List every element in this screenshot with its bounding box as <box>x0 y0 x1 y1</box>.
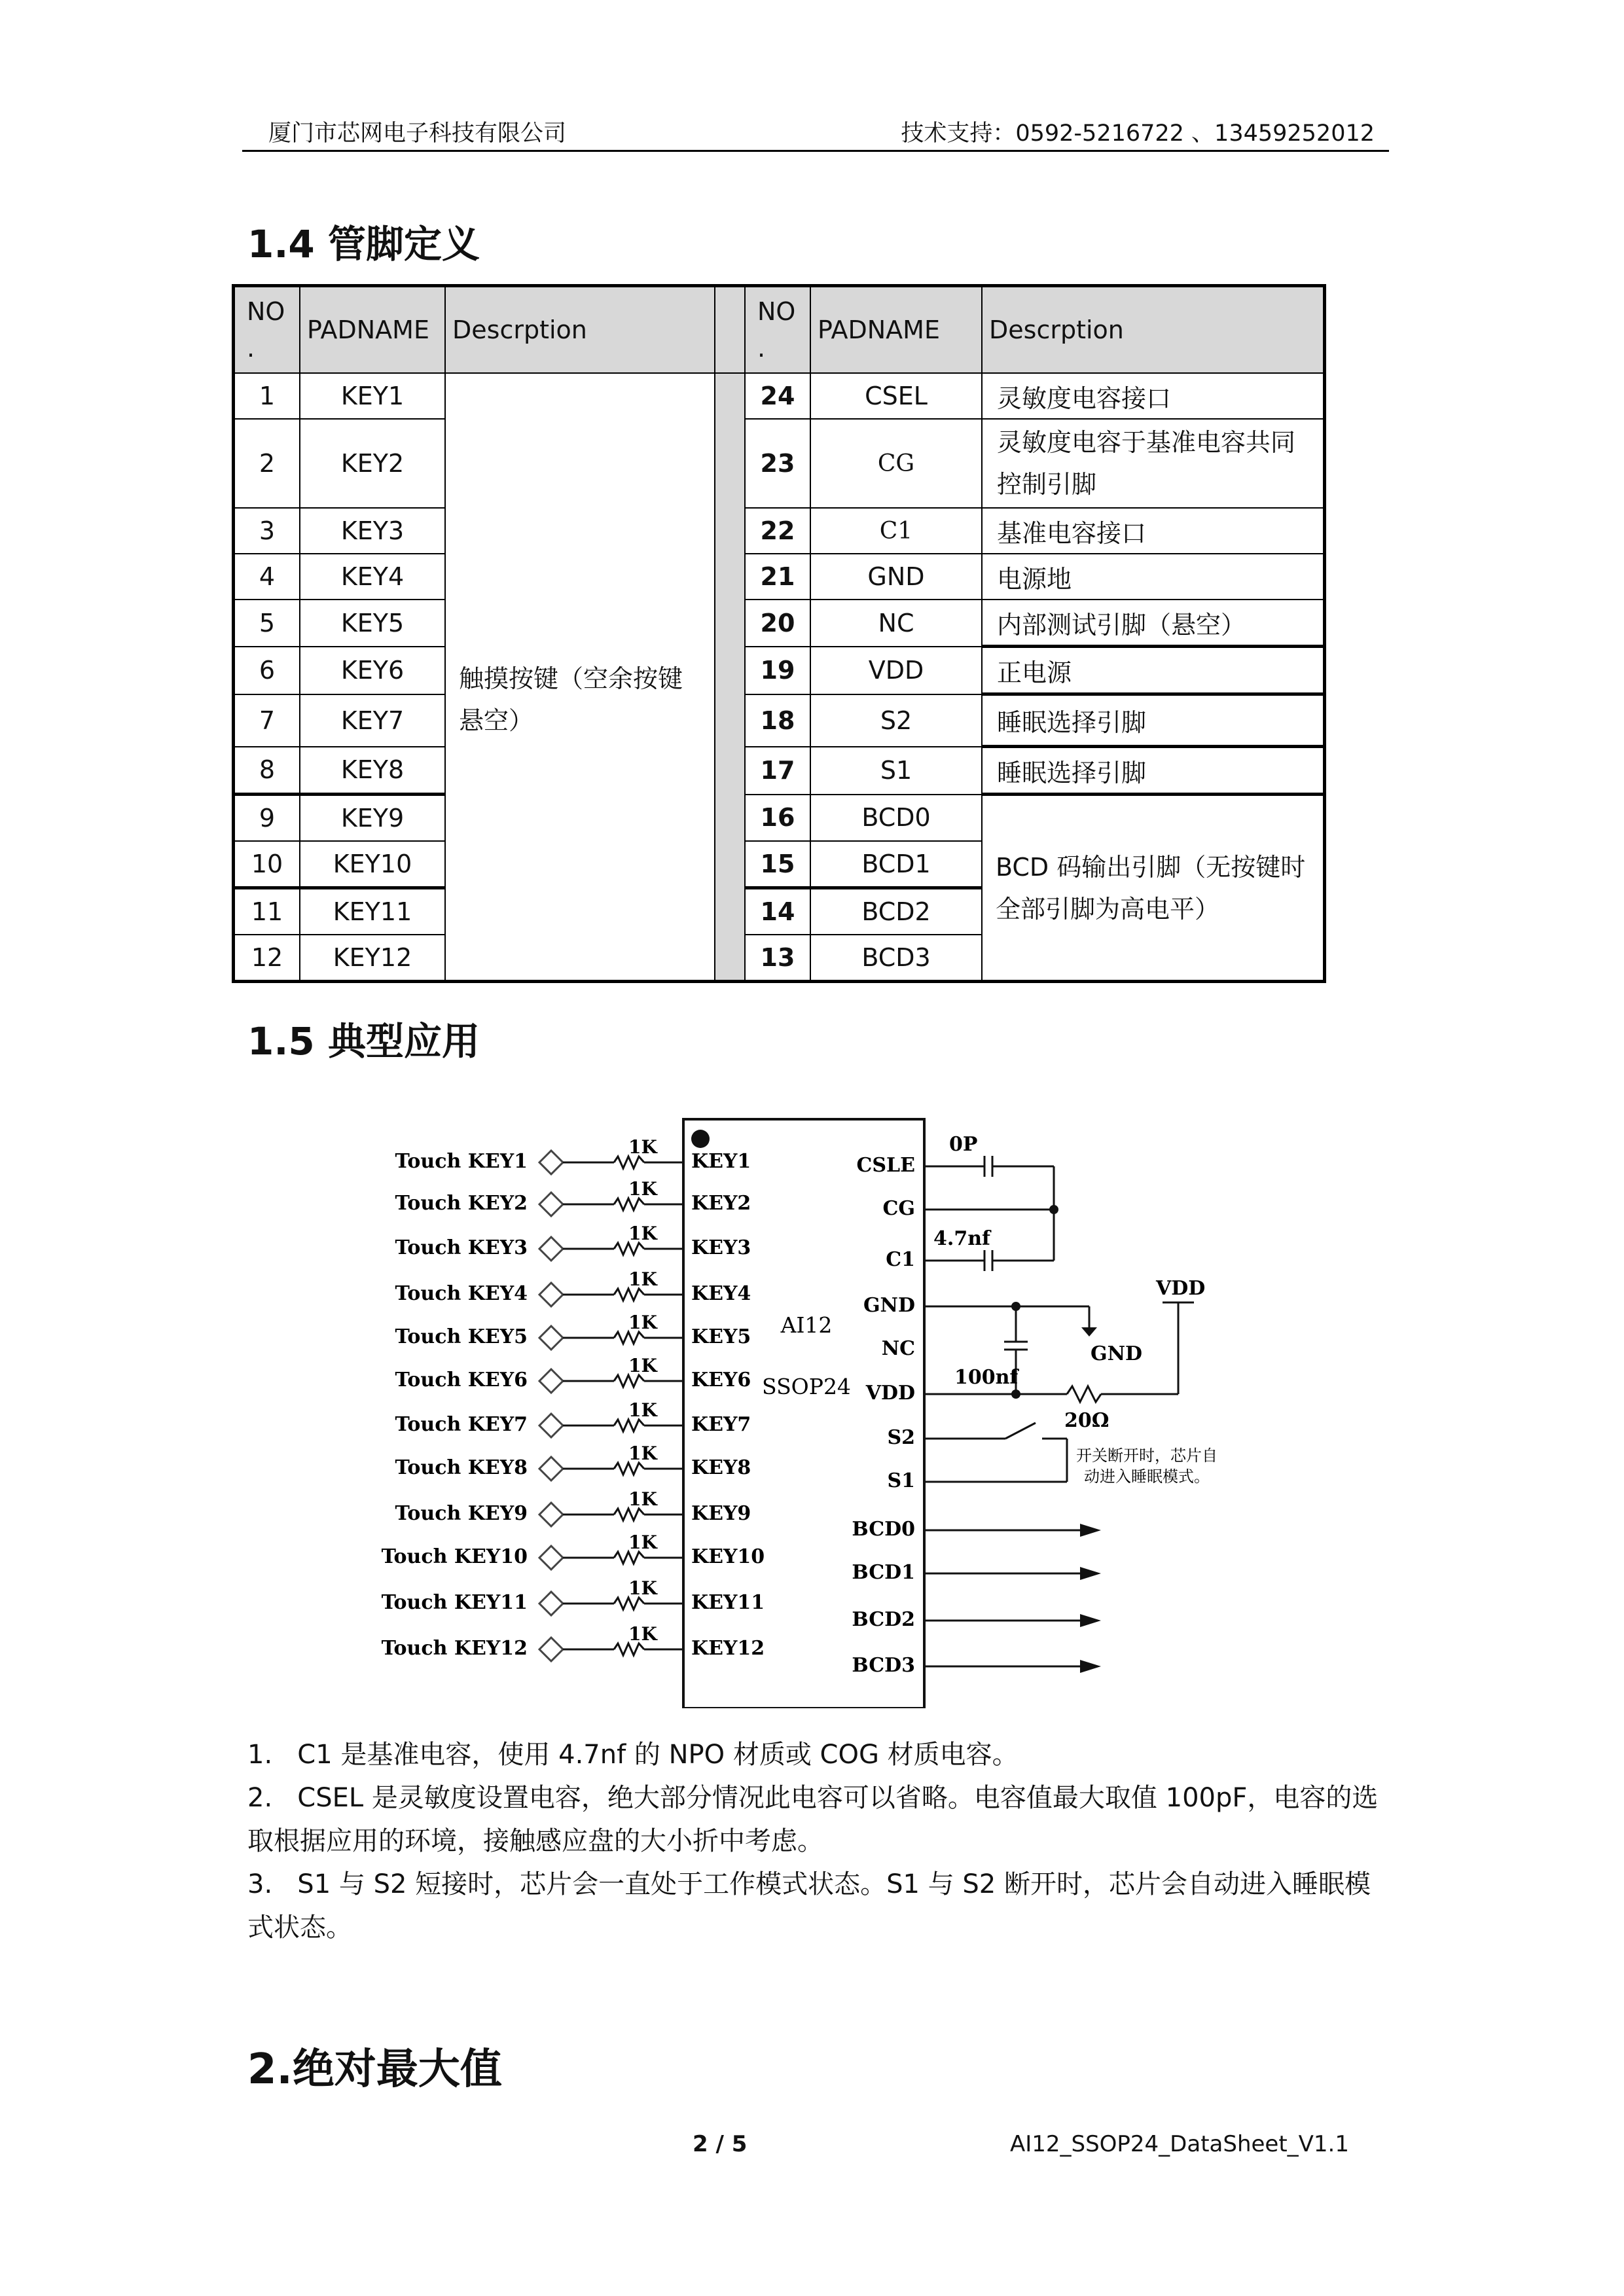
output-arrow-icon <box>1080 1660 1101 1673</box>
note-2: 2. CSEL 是灵敏度设置电容，绝大部分情况此电容可以省略。电容值最大取值 100pF，电容的选取根据应用的环境，接触感应盘的大小折中考虑。 <box>247 1783 1379 1856</box>
touch-pad-icon <box>539 1369 563 1393</box>
pin-no: 6 <box>234 647 300 694</box>
touch-pad-icon <box>539 1237 563 1261</box>
resistor-symbol <box>614 1552 644 1564</box>
chip-right-pin-label: BCD1 <box>852 1561 915 1584</box>
touch-pad-icon <box>539 1638 563 1661</box>
header-padname-left: PADNAME <box>300 286 445 374</box>
table-row <box>234 373 1325 419</box>
table-row <box>234 647 1325 694</box>
touch-pad-icon <box>539 1283 563 1306</box>
pin-desc: 正电源 <box>982 647 1325 694</box>
resistor-symbol <box>614 1157 644 1168</box>
pin-no: 9 <box>234 795 300 842</box>
chip-package: SSOP24 <box>762 1374 851 1399</box>
resistor-label: 1K <box>628 1136 657 1158</box>
table-row <box>234 508 1325 554</box>
touch-key-label: Touch KEY8 <box>395 1456 528 1479</box>
junction-dot <box>1049 1205 1058 1214</box>
chip-right-pin-label: CG <box>882 1197 915 1220</box>
resistor-symbol <box>614 1198 644 1210</box>
chip-right-pin-label: NC <box>881 1337 915 1360</box>
pin-name: KEY11 <box>300 888 445 935</box>
circuit-diagram <box>367 1106 1296 1708</box>
pin-name: BCD0 <box>810 795 982 842</box>
pin-name: CSEL <box>810 373 982 419</box>
chip-right-pin-label: GND <box>863 1294 915 1317</box>
chip-left-pin-label: KEY6 <box>691 1369 751 1391</box>
pin-desc: 灵敏度电容于基准电容共同控制引脚 <box>982 419 1325 508</box>
gnd-label: GND <box>1091 1342 1143 1365</box>
gnd-symbol <box>1081 1327 1097 1336</box>
section-title-typical-application: 1.5 典型应用 <box>247 1019 480 1064</box>
pin-desc: 灵敏度电容接口 <box>982 373 1325 419</box>
pin-name: S1 <box>810 747 982 795</box>
pin-desc: 内部测试引脚（悬空） <box>982 600 1325 647</box>
pin1-marker <box>691 1130 710 1148</box>
chip-right-pin-label: BCD2 <box>852 1608 915 1631</box>
chip-left-pin-label: KEY3 <box>691 1236 751 1259</box>
header-no-right <box>745 286 810 374</box>
pin-desc: 基准电容接口 <box>982 508 1325 554</box>
chip-left-pin-label: KEY1 <box>691 1150 751 1173</box>
pin-name: NC <box>810 600 982 647</box>
switch-note-line1: 开关断开时，芯片自 <box>1076 1446 1218 1465</box>
table-row <box>234 795 1325 842</box>
table-row <box>234 554 1325 600</box>
pin-name: KEY6 <box>300 647 445 694</box>
pin-name: KEY8 <box>300 747 445 795</box>
chip-name: AI12 <box>780 1312 833 1338</box>
bcd-desc: BCD 码输出引脚（无按键时全部引脚为高电平） <box>982 795 1325 982</box>
pin-name: KEY3 <box>300 508 445 554</box>
note-1: 1. C1 是基准电容，使用 4.7nf 的 NPO 材质或 COG 材质电容。 <box>247 1740 1019 1770</box>
pin-no: 3 <box>234 508 300 554</box>
section-title-pin-definition: 1.4 管脚定义 <box>247 222 480 266</box>
pin-name: KEY7 <box>300 694 445 747</box>
touch-key-label: Touch KEY10 <box>381 1545 528 1568</box>
output-arrow-icon <box>1080 1614 1101 1627</box>
junction-dot <box>1011 1390 1020 1399</box>
table-row <box>234 600 1325 647</box>
resistor-label: 1K <box>628 1223 657 1244</box>
right-pin-channel <box>886 1248 915 1271</box>
pin-no: 7 <box>234 694 300 747</box>
right-pin-channel <box>863 1294 915 1317</box>
chip-right-pin-label: BCD0 <box>852 1518 915 1541</box>
right-pin-channel <box>852 1561 1101 1584</box>
output-arrow-icon <box>1080 1567 1101 1580</box>
pin-no: 22 <box>745 508 810 554</box>
chip-left-pin-label: KEY11 <box>691 1591 765 1614</box>
note-3: 3. S1 与 S2 短接时，芯片会一直处于工作模式状态。S1 与 S2 断开时，芯片会自动进入睡眠模式状态。 <box>247 1869 1371 1943</box>
resistor-label: 1K <box>628 1399 657 1421</box>
left-pin-group <box>382 1136 765 1661</box>
touch-key-channel <box>382 1577 765 1615</box>
table-row <box>234 747 1325 795</box>
header-no-text: NO . <box>757 297 796 363</box>
header-desc-left: Descrption <box>445 286 715 374</box>
pin-no: 10 <box>234 841 300 888</box>
touch-key-label: Touch KEY9 <box>395 1502 528 1525</box>
touch-key-label: Touch KEY7 <box>395 1413 528 1436</box>
resistor-label: 1K <box>628 1178 657 1200</box>
pin-no: 12 <box>234 935 300 982</box>
chip-left-pin-label: KEY8 <box>691 1456 751 1479</box>
pin-name: KEY12 <box>300 935 445 982</box>
touch-pad-icon <box>539 1546 563 1570</box>
pin-name: VDD <box>810 647 982 694</box>
pin-no: 18 <box>745 694 810 747</box>
pin-desc: 电源地 <box>982 554 1325 600</box>
touch-key-label: Touch KEY5 <box>395 1325 528 1348</box>
touch-key-desc: 触摸按键（空余按键悬空） <box>445 419 715 982</box>
pin-no: 20 <box>745 600 810 647</box>
table-row <box>234 694 1325 747</box>
chip-left-pin-label: KEY2 <box>691 1192 751 1215</box>
header-padname-right: PADNAME <box>810 286 982 374</box>
right-pin-channel <box>852 1518 1101 1541</box>
switch-note-line2: 动进入睡眠模式。 <box>1084 1467 1210 1486</box>
touch-key-label: Touch KEY6 <box>395 1369 528 1391</box>
pin-no: 2 <box>234 419 300 508</box>
pin-no: 21 <box>745 554 810 600</box>
pin-name: KEY2 <box>300 419 445 508</box>
pin-no: 1 <box>234 373 300 419</box>
touch-pad-icon <box>539 1193 563 1216</box>
touch-key-channel <box>382 1623 765 1661</box>
pin-name: CG <box>810 419 982 508</box>
chip-left-pin-label: KEY10 <box>691 1545 765 1568</box>
chip-right-pin-label: C1 <box>886 1248 915 1271</box>
table-row <box>234 419 1325 508</box>
touch-key-label: Touch KEY2 <box>395 1192 528 1215</box>
pin-no: 4 <box>234 554 300 600</box>
touch-key-label: Touch KEY4 <box>395 1282 528 1305</box>
resistor-label: 1K <box>628 1577 657 1599</box>
pin-name: KEY10 <box>300 841 445 888</box>
right-pin-channel <box>887 1469 915 1492</box>
chip-right-pin-label: VDD <box>865 1382 915 1405</box>
touch-key-channel <box>395 1268 751 1306</box>
touch-key-channel <box>382 1532 765 1570</box>
touch-key-label: Touch KEY3 <box>395 1236 528 1259</box>
resistor-symbol <box>614 1643 644 1655</box>
chip-left-pin-label: KEY5 <box>691 1325 751 1348</box>
pin-no: 24 <box>745 373 810 419</box>
pin-name: BCD2 <box>810 888 982 935</box>
pin-name: KEY4 <box>300 554 445 600</box>
right-pin-channel <box>852 1654 1101 1677</box>
touch-key-channel <box>395 1312 751 1350</box>
touch-key-label: Touch KEY11 <box>381 1591 528 1614</box>
pin-no: 5 <box>234 600 300 647</box>
resistor-symbol <box>614 1243 644 1255</box>
pin-no: 13 <box>745 935 810 982</box>
pin-name: BCD3 <box>810 935 982 982</box>
touch-pad-icon <box>539 1592 563 1615</box>
pin-no: 16 <box>745 795 810 842</box>
pin-no: 11 <box>234 888 300 935</box>
resistor-symbol <box>614 1332 644 1344</box>
chip-right-pin-label: S1 <box>887 1469 915 1492</box>
pin-name: BCD1 <box>810 841 982 888</box>
touch-key-label: Touch KEY1 <box>395 1150 528 1173</box>
right-pin-channel <box>883 1197 916 1220</box>
touch-pad-icon <box>539 1414 563 1437</box>
header-company: 厦门市芯网电子科技有限公司 <box>268 120 567 147</box>
resistor-symbol <box>614 1509 644 1520</box>
touch-pad-icon <box>539 1503 563 1526</box>
pin-name: C1 <box>810 508 982 554</box>
sleep-switch <box>924 1423 1067 1482</box>
chip-left-pin-label: KEY12 <box>691 1637 765 1660</box>
right-pin-channel <box>887 1426 915 1449</box>
cap-vdd-label: 100nf <box>954 1366 1019 1389</box>
resistor-label: 1K <box>628 1488 657 1510</box>
touch-key-channel <box>395 1178 751 1216</box>
touch-key-channel <box>395 1488 751 1526</box>
resistor-symbol <box>614 1463 644 1475</box>
resistor-symbol <box>614 1375 644 1387</box>
touch-key-channel <box>395 1443 751 1480</box>
pin-table <box>232 284 1326 983</box>
footer-page-number: 2 / 5 <box>693 2131 748 2157</box>
res-vdd-label: 20Ω <box>1064 1409 1110 1432</box>
cap-csle-label: 0P <box>949 1133 978 1156</box>
pin-desc: 睡眠选择引脚 <box>982 694 1325 747</box>
cap-network <box>924 1156 1054 1271</box>
pin-name: KEY1 <box>300 373 445 419</box>
pin-desc-empty <box>445 373 715 419</box>
cap-c1-label: 4.7nf <box>933 1227 990 1250</box>
resistor-label: 1K <box>628 1355 657 1376</box>
resistor-label: 1K <box>628 1532 657 1553</box>
pin-name: KEY5 <box>300 600 445 647</box>
touch-pad-icon <box>539 1151 563 1174</box>
chip-left-pin-label: KEY9 <box>691 1502 751 1525</box>
header-rule <box>242 150 1389 152</box>
touch-pad-icon <box>539 1457 563 1480</box>
right-pin-channel <box>856 1154 915 1177</box>
touch-key-channel <box>395 1223 751 1261</box>
pin-no: 8 <box>234 747 300 795</box>
pin-name: GND <box>810 554 982 600</box>
pin-name: KEY9 <box>300 795 445 842</box>
pin-desc: 睡眠选择引脚 <box>982 747 1325 795</box>
section-title-absolute-max: 2.绝对最大值 <box>247 2045 502 2094</box>
chip-right-pin-label: BCD3 <box>852 1654 915 1677</box>
touch-pad-icon <box>539 1326 563 1350</box>
touch-key-label: Touch KEY12 <box>381 1637 528 1660</box>
pin-name: S2 <box>810 694 982 747</box>
right-pin-channel <box>882 1337 915 1360</box>
pin-no: 15 <box>745 841 810 888</box>
output-arrow-icon <box>1080 1524 1101 1537</box>
table-gap <box>715 286 745 374</box>
header-no-left <box>234 286 300 374</box>
resistor-label: 1K <box>628 1312 657 1333</box>
chip-left-pin-label: KEY7 <box>691 1413 751 1436</box>
resistor-symbol <box>614 1289 644 1300</box>
chip-right-pin-label: CSLE <box>856 1154 915 1177</box>
pin-no: 23 <box>745 419 810 508</box>
chip-left-pin-label: KEY4 <box>691 1282 751 1305</box>
resistor-symbol <box>614 1420 644 1431</box>
right-pin-channel <box>852 1608 1101 1631</box>
touch-key-channel <box>395 1399 751 1437</box>
pin-no: 19 <box>745 647 810 694</box>
resistor-label: 1K <box>628 1623 657 1645</box>
touch-key-channel <box>395 1355 751 1393</box>
pin-table-header <box>234 286 1325 374</box>
resistor-label: 1K <box>628 1268 657 1290</box>
table-gap <box>715 373 745 982</box>
header-no-text: NO . <box>247 297 285 363</box>
header-support: 技术支持：0592-5216722 、13459252012 <box>901 120 1375 147</box>
right-pin-channel <box>865 1382 915 1405</box>
pin-no: 14 <box>745 888 810 935</box>
junction-dot <box>1011 1302 1020 1311</box>
resistor-label: 1K <box>628 1443 657 1464</box>
header-desc-right: Descrption <box>982 286 1325 374</box>
pin-no: 17 <box>745 747 810 795</box>
chip-right-pin-label: S2 <box>887 1426 915 1449</box>
resistor-symbol <box>614 1598 644 1609</box>
footer-doc-name: AI12_SSOP24_DataSheet_V1.1 <box>1009 2131 1349 2157</box>
vdd-label: VDD <box>1156 1277 1206 1300</box>
